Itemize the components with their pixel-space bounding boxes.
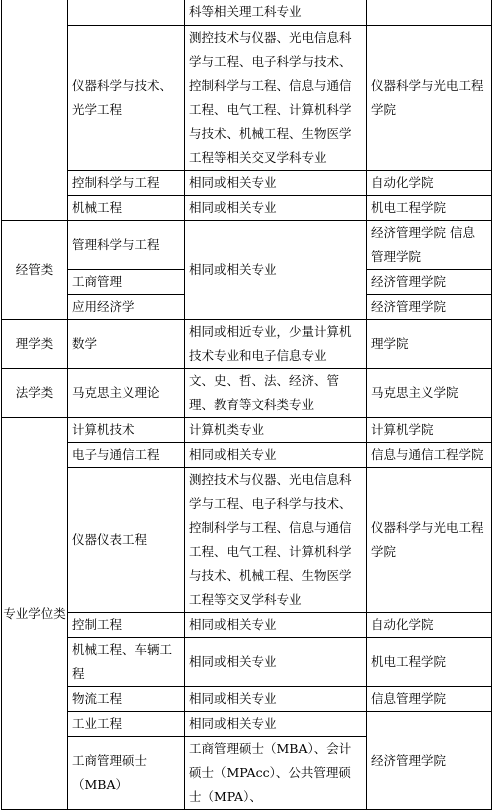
requirement-cell: 相同或相关专业 <box>185 221 367 320</box>
major-cell <box>68 0 185 26</box>
college-cell: 自动化学院 <box>367 613 492 638</box>
requirement-cell: 相同或相近专业，少量计算机技术专业和电子信息专业 <box>185 320 367 369</box>
major-cell: 电子与通信工程 <box>68 443 185 468</box>
major-cell: 仪器科学与技术、光学工程 <box>68 26 185 171</box>
requirement-cell: 文、史、哲、法、经济、管理、教育等文科类专业 <box>185 369 367 418</box>
college-cell: 信息管理学院 <box>367 687 492 712</box>
college-cell: 机电工程学院 <box>367 196 492 221</box>
college-cell: 机电工程学院 <box>367 638 492 687</box>
major-cell: 仪器仪表工程 <box>68 468 185 613</box>
college-cell: 信息与通信工程学院 <box>367 443 492 468</box>
college-cell: 马克思主义学院 <box>367 369 492 418</box>
college-cell: 经济管理学院 <box>367 295 492 320</box>
requirement-cell: 相同或相关专业 <box>185 613 367 638</box>
requirement-cell: 测控技术与仪器、光电信息科学与工程、电子科学与技术、控制科学与工程、信息与通信工程、电气工程、计算机科学与技术、机械工程、生物医学工程等相关交叉学科专业 <box>185 26 367 171</box>
category-cell-continued <box>2 0 68 221</box>
major-cell: 物流工程 <box>68 687 185 712</box>
major-cell: 工商管理 <box>68 270 185 295</box>
major-cell: 工商管理硕士（MBA） <box>68 737 185 810</box>
category-cell: 法学类 <box>2 369 68 418</box>
majors-table <box>1 0 492 810</box>
requirement-cell: 相同或相关专业 <box>185 638 367 687</box>
requirement-cell: 相同或相关专业 <box>185 712 367 737</box>
requirement-cell: 相同或相关专业 <box>185 443 367 468</box>
college-cell: 自动化学院 <box>367 171 492 196</box>
category-cell: 经管类 <box>2 221 68 320</box>
major-cell: 马克思主义理论 <box>68 369 185 418</box>
requirement-cell: 计算机类专业 <box>185 418 367 443</box>
major-cell: 应用经济学 <box>68 295 185 320</box>
major-cell: 计算机技术 <box>68 418 185 443</box>
college-cell: 计算机学院 <box>367 418 492 443</box>
major-cell: 管理科学与工程 <box>68 221 185 270</box>
major-cell: 机械工程 <box>68 196 185 221</box>
major-cell: 控制工程 <box>68 613 185 638</box>
category-cell: 专业学位类 <box>2 418 68 810</box>
college-cell: 经济管理学院 <box>367 712 492 810</box>
requirement-cell: 工商管理硕士（MBA）、会计硕士（MPAcc）、公共管理硕士（MPA）、 <box>185 737 367 810</box>
major-cell: 机械工程、车辆工程 <box>68 638 185 687</box>
category-cell: 理学类 <box>2 320 68 369</box>
requirement-cell: 相同或相关专业 <box>185 171 367 196</box>
major-cell: 工业工程 <box>68 712 185 737</box>
requirement-cell: 科等相关理工科专业 <box>185 0 367 26</box>
college-cell: 仪器科学与光电工程学院 <box>367 26 492 171</box>
requirement-cell: 测控技术与仪器、光电信息科学与工程、电子科学与技术、控制科学与工程、信息与通信工程、电气工程、计算机科学与技术、机械工程、生物医学工程等交叉学科专业 <box>185 468 367 613</box>
major-cell: 控制科学与工程 <box>68 171 185 196</box>
college-cell: 经济管理学院 <box>367 270 492 295</box>
requirement-cell: 相同或相关专业 <box>185 196 367 221</box>
college-cell: 仪器科学与光电工程学院 <box>367 468 492 613</box>
college-cell <box>367 0 492 26</box>
college-cell: 经济管理学院 信息管理学院 <box>367 221 492 270</box>
major-cell: 数学 <box>68 320 185 369</box>
college-cell: 理学院 <box>367 320 492 369</box>
requirement-cell: 相同或相关专业 <box>185 687 367 712</box>
